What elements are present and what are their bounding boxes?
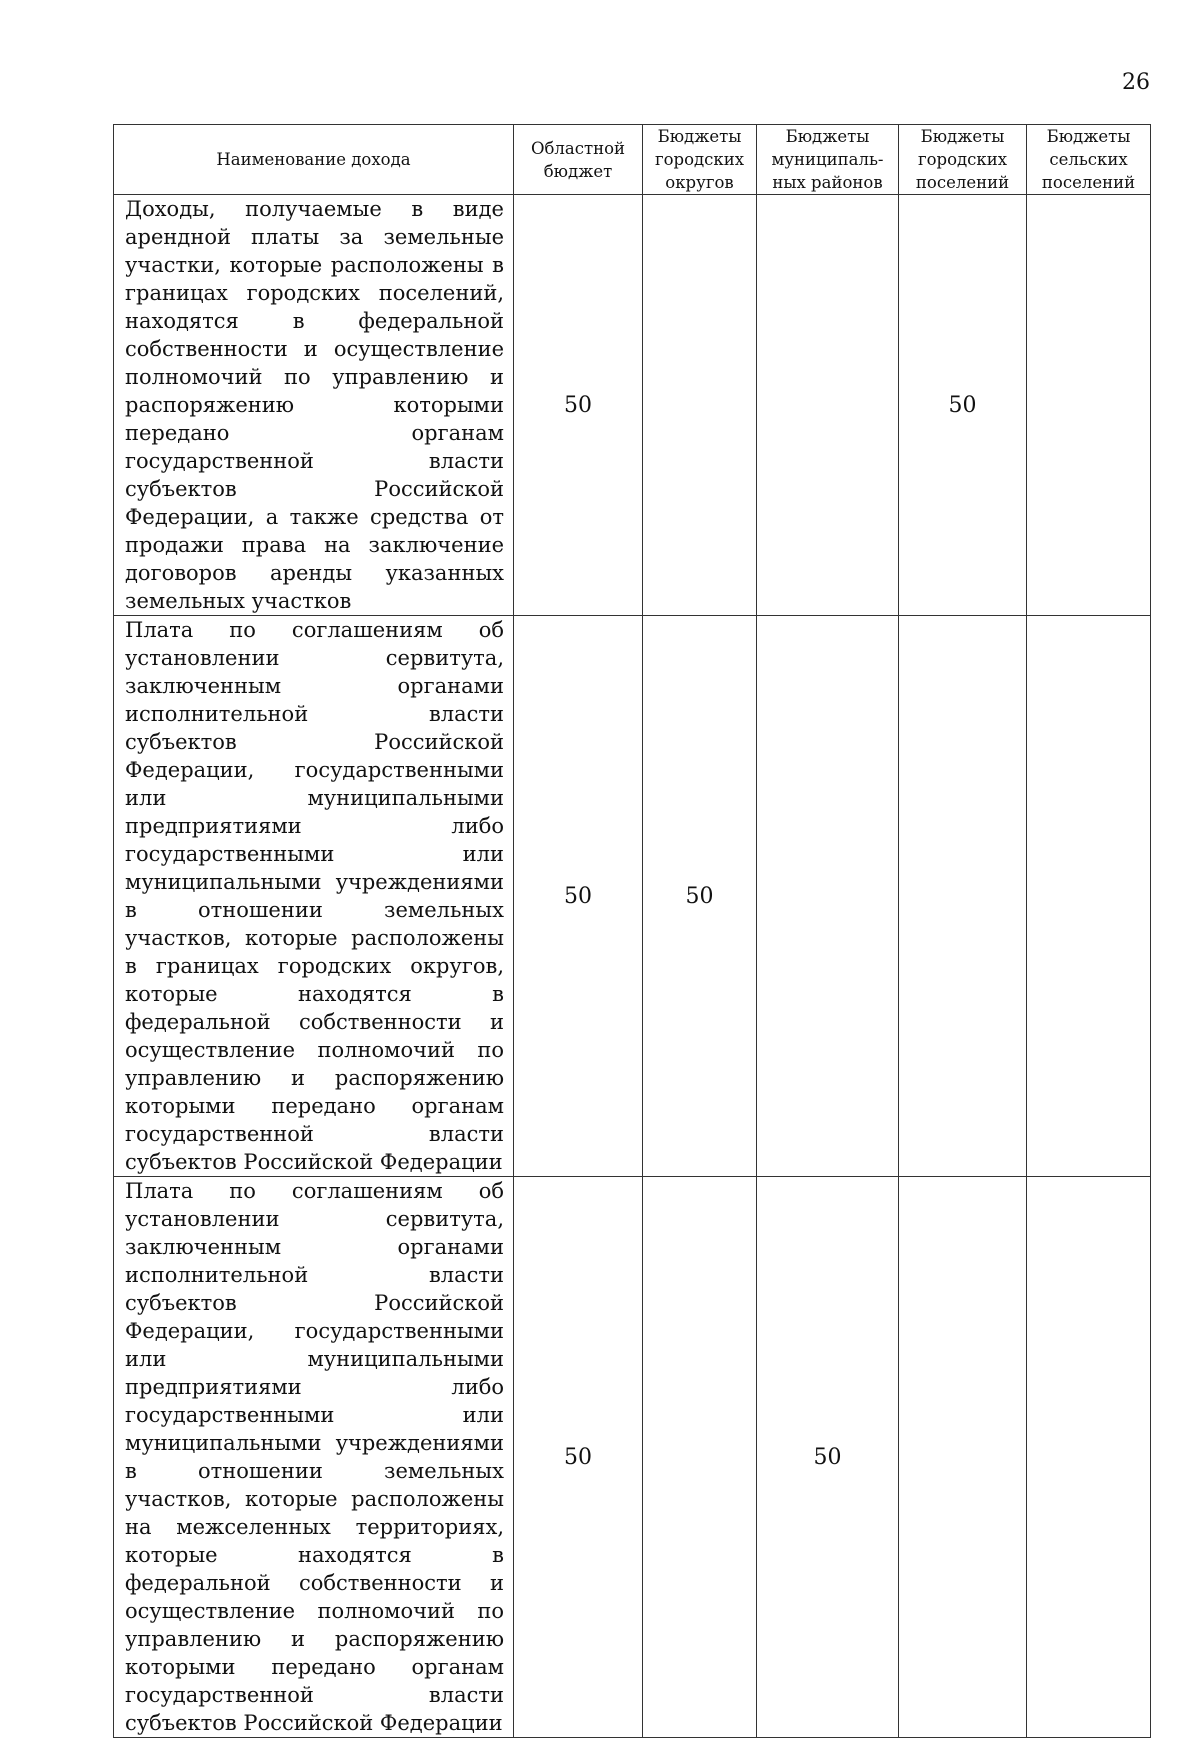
municipal-districts-value (757, 616, 899, 1177)
urban-settlements-value (899, 1177, 1027, 1738)
income-name-cell: Плата по соглашениям об установлении сервитута, заключенным органами исполнительной власти субъектов Российской Федерации, государственными или муниципальными предприятиями либо государственными или муниципальными учреждениями в отношении земельных участков, которые расположены в границах городских округов, которые находятся в федеральной собственности и осуществление полномочий по управлению и распоряжению которыми передано органам государственной власти субъектов Российской Федерации (114, 616, 514, 1177)
income-name-cell: Доходы, получаемые в виде арендной платы за земельные участки, которые расположены в границах городских поселений, находятся в федеральной собственности и осуществление полномочий по управлению и распоряжению которыми передано органам государственной власти субъектов Российской Федерации, а также средства от продажи права на заключение договоров аренды указанных земельных участков (114, 195, 514, 616)
header-regional-budget: Областной бюджет (514, 125, 643, 195)
rural-settlements-value (1027, 1177, 1151, 1738)
header-income-name: Наименование дохода (114, 125, 514, 195)
table-row (114, 1177, 1151, 1738)
income-name-cell: Плата по соглашениям об установлении сервитута, заключенным органами исполнительной власти субъектов Российской Федерации, государственными или муниципальными предприятиями либо государственными или муниципальными учреждениями в отношении земельных участков, которые расположены на межселенных территориях, которые находятся в федеральной собственности и осуществление полномочий по управлению и распоряжению которыми передано органам государственной власти субъектов Российской Федерации (114, 1177, 514, 1738)
regional-budget-value: 50 (514, 616, 643, 1177)
urban-settlements-value: 50 (899, 195, 1027, 616)
header-urban-settlements-budgets: Бюджеты городских поселений (899, 125, 1027, 195)
municipal-districts-value: 50 (757, 1177, 899, 1738)
regional-budget-value: 50 (514, 1177, 643, 1738)
urban-settlements-value (899, 616, 1027, 1177)
rural-settlements-value (1027, 195, 1151, 616)
table-row (114, 195, 1151, 616)
rural-settlements-value (1027, 616, 1151, 1177)
city-districts-value (643, 195, 757, 616)
table-header-row (114, 125, 1151, 195)
page-number: 26 (1122, 70, 1150, 95)
city-districts-value (643, 1177, 757, 1738)
header-rural-settlements-budgets: Бюджеты сельских поселений (1027, 125, 1151, 195)
header-city-districts-budgets: Бюджеты городских округов (643, 125, 757, 195)
table-row (114, 616, 1151, 1177)
revenue-distribution-table (113, 124, 1151, 1738)
municipal-districts-value (757, 195, 899, 616)
header-municipal-districts-budgets: Бюджеты муниципаль-ных районов (757, 125, 899, 195)
regional-budget-value: 50 (514, 195, 643, 616)
city-districts-value: 50 (643, 616, 757, 1177)
